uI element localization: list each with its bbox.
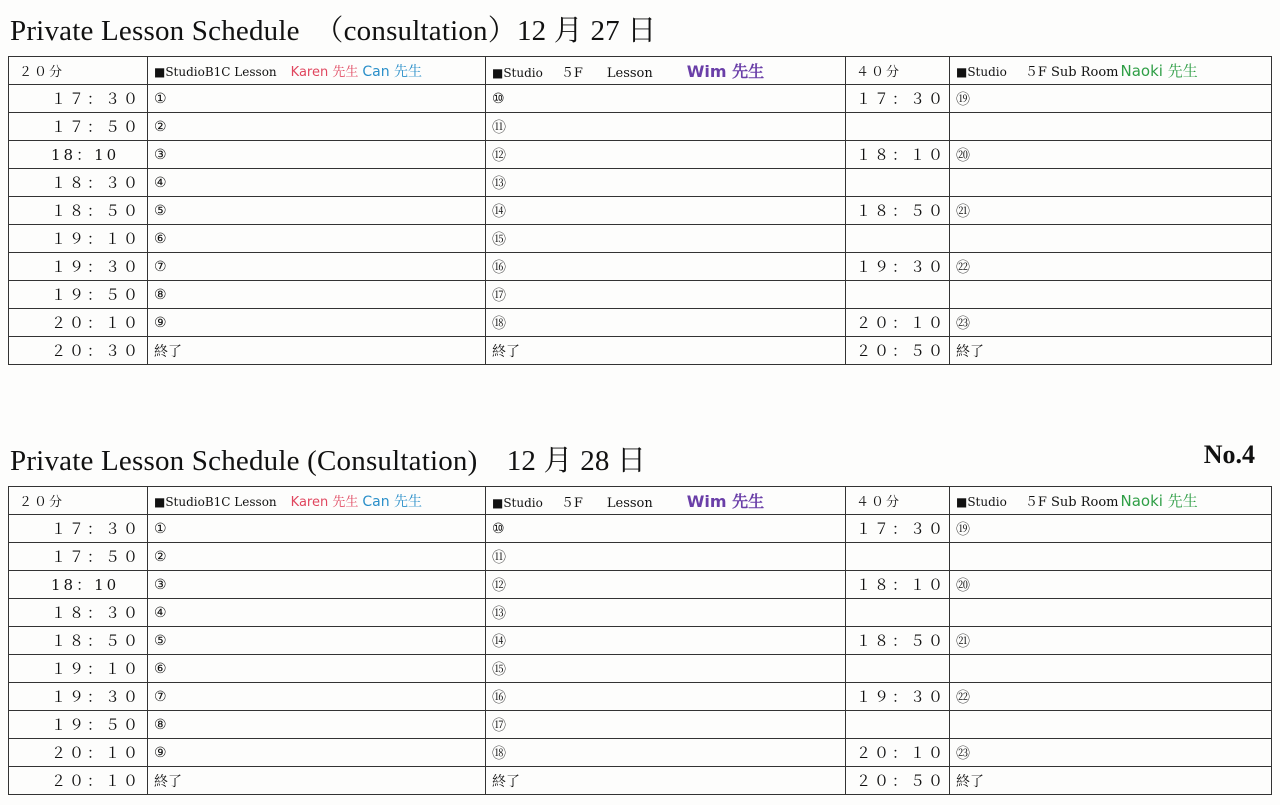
schedule-table <box>8 486 1272 795</box>
slot-b1c: ② <box>148 543 486 571</box>
slot-b1c: 終了 <box>148 767 486 795</box>
table-header-row <box>9 57 1272 85</box>
slot-sub-room <box>950 225 1272 253</box>
slot-5f: ⑪ <box>486 543 846 571</box>
slot-5f: ⑬ <box>486 599 846 627</box>
time-cell: １９：１０ <box>9 225 148 253</box>
header-studio-5f <box>486 487 846 515</box>
room-label: ■Studio <box>492 496 543 510</box>
header-40min: ４０分 <box>846 57 950 85</box>
header-studio-5f <box>486 57 846 85</box>
time-cell: 18：10 <box>9 141 148 169</box>
slot-sub-room: ⑳ <box>950 141 1272 169</box>
table-header-row <box>9 487 1272 515</box>
time-cell: ２０：１０ <box>9 309 148 337</box>
slot-sub-room <box>950 281 1272 309</box>
slot-sub-room: ⑲ <box>950 515 1272 543</box>
time40-cell: １８：５０ <box>846 627 950 655</box>
time-cell: １８：３０ <box>9 599 148 627</box>
time40-cell: １８：１０ <box>846 571 950 599</box>
table-row <box>9 169 1272 197</box>
slot-5f: ⑯ <box>486 683 846 711</box>
table-row <box>9 711 1272 739</box>
slot-5f: ⑬ <box>486 169 846 197</box>
slot-sub-room: ㉑ <box>950 197 1272 225</box>
time-cell: ２０：３０ <box>9 337 148 365</box>
table-row <box>9 571 1272 599</box>
header-sub-room <box>950 57 1272 85</box>
slot-5f: ⑰ <box>486 711 846 739</box>
time40-cell: ２０：１０ <box>846 739 950 767</box>
schedule-header-2 <box>8 430 1271 486</box>
room-floor: ５F <box>560 66 583 81</box>
slot-sub-room <box>950 169 1272 197</box>
table-row <box>9 225 1272 253</box>
table-row <box>9 515 1272 543</box>
time-cell: １７：５０ <box>9 543 148 571</box>
teacher-naoki: Naoki 先生 <box>1120 492 1198 510</box>
room-label: ■StudioB1C Lesson <box>154 494 277 509</box>
slot-b1c: ③ <box>148 141 486 169</box>
slot-b1c: ⑧ <box>148 281 486 309</box>
slot-5f: ⑫ <box>486 141 846 169</box>
time-cell: １９：５０ <box>9 711 148 739</box>
slot-b1c: ⑧ <box>148 711 486 739</box>
time-cell: １９：３０ <box>9 253 148 281</box>
slot-sub-room: ㉒ <box>950 253 1272 281</box>
teacher-can: Can 先生 <box>362 493 423 510</box>
slot-5f: ⑱ <box>486 309 846 337</box>
time-cell: １７：５０ <box>9 113 148 141</box>
slot-sub-room: 終了 <box>950 767 1272 795</box>
time-cell: １８：５０ <box>9 627 148 655</box>
schedule-section-2 <box>8 430 1271 795</box>
slot-b1c: 終了 <box>148 337 486 365</box>
time-cell: １７：３０ <box>9 85 148 113</box>
table-row <box>9 337 1272 365</box>
slot-sub-room <box>950 113 1272 141</box>
slot-b1c: ⑤ <box>148 627 486 655</box>
schedule-title: Private Lesson Schedule （consultation）12 月 27 日 <box>10 15 657 47</box>
slot-sub-room: 終了 <box>950 337 1272 365</box>
time40-cell <box>846 599 950 627</box>
time40-cell: １７：３０ <box>846 515 950 543</box>
teacher-karen: Karen 先生 <box>290 64 359 80</box>
header-20min: ２０分 <box>9 57 148 85</box>
room-type: Lesson <box>606 496 653 511</box>
slot-b1c: ⑦ <box>148 253 486 281</box>
slot-sub-room <box>950 543 1272 571</box>
time40-cell <box>846 281 950 309</box>
slot-sub-room: ㉓ <box>950 739 1272 767</box>
time-cell: ２０：１０ <box>9 739 148 767</box>
slot-b1c: ① <box>148 515 486 543</box>
slot-sub-room: ㉒ <box>950 683 1272 711</box>
room-label: ■Studio <box>492 66 543 80</box>
time-cell: １８：３０ <box>9 169 148 197</box>
room-name: ５F Sub Room <box>1024 495 1119 510</box>
room-label: ■Studio <box>956 495 1007 509</box>
slot-b1c: ⑥ <box>148 655 486 683</box>
table-row <box>9 655 1272 683</box>
slot-sub-room: ㉓ <box>950 309 1272 337</box>
slot-5f: ⑯ <box>486 253 846 281</box>
table-row <box>9 683 1272 711</box>
slot-5f: ⑭ <box>486 627 846 655</box>
table-row <box>9 627 1272 655</box>
header-sub-room <box>950 487 1272 515</box>
time-cell: １７：３０ <box>9 515 148 543</box>
slot-b1c: ⑤ <box>148 197 486 225</box>
table-row <box>9 85 1272 113</box>
slot-5f: ⑮ <box>486 655 846 683</box>
slot-5f: 終了 <box>486 767 846 795</box>
time40-cell <box>846 225 950 253</box>
schedule-table <box>8 56 1272 365</box>
time-cell: ２０：１０ <box>9 767 148 795</box>
slot-sub-room <box>950 711 1272 739</box>
time-cell: １９：１０ <box>9 655 148 683</box>
slot-5f: ⑭ <box>486 197 846 225</box>
slot-5f: ⑩ <box>486 515 846 543</box>
slot-b1c: ② <box>148 113 486 141</box>
slot-sub-room: ⑳ <box>950 571 1272 599</box>
table-row <box>9 141 1272 169</box>
slot-b1c: ③ <box>148 571 486 599</box>
time40-cell <box>846 711 950 739</box>
table-row <box>9 599 1272 627</box>
teacher-naoki: Naoki 先生 <box>1120 62 1198 80</box>
slot-5f: ⑩ <box>486 85 846 113</box>
slot-5f: ⑪ <box>486 113 846 141</box>
time40-cell: ２０：１０ <box>846 309 950 337</box>
header-studio-b1c <box>148 57 486 85</box>
schedule-section-1 <box>8 0 1271 365</box>
table-row <box>9 281 1272 309</box>
slot-5f: 終了 <box>486 337 846 365</box>
room-floor: ５F <box>560 496 583 511</box>
time-cell: 18：10 <box>9 571 148 599</box>
slot-b1c: ⑨ <box>148 739 486 767</box>
room-label: ■Studio <box>956 65 1007 79</box>
slot-b1c: ④ <box>148 169 486 197</box>
time40-cell: ２０：５０ <box>846 767 950 795</box>
slot-b1c: ⑥ <box>148 225 486 253</box>
table-row <box>9 113 1272 141</box>
document-number: No.4 <box>1203 440 1255 469</box>
time40-cell: ２０：５０ <box>846 337 950 365</box>
time-cell: １９：５０ <box>9 281 148 309</box>
table-row <box>9 739 1272 767</box>
room-label: ■StudioB1C Lesson <box>154 64 277 79</box>
table-row <box>9 767 1272 795</box>
teacher-karen: Karen 先生 <box>290 494 359 510</box>
time-cell: １８：５０ <box>9 197 148 225</box>
teacher-wim: Wim 先生 <box>686 492 765 511</box>
time40-cell <box>846 113 950 141</box>
slot-5f: ⑱ <box>486 739 846 767</box>
table-row <box>9 253 1272 281</box>
header-40min: ４０分 <box>846 487 950 515</box>
time40-cell <box>846 655 950 683</box>
table-row <box>9 309 1272 337</box>
time40-cell: １８：５０ <box>846 197 950 225</box>
table-row <box>9 543 1272 571</box>
time40-cell: １８：１０ <box>846 141 950 169</box>
schedule-title: Private Lesson Schedule (Consultation) 12 月 28 日 <box>10 445 647 477</box>
time40-cell: １９：３０ <box>846 253 950 281</box>
room-type: Lesson <box>606 66 653 81</box>
room-name: ５F Sub Room <box>1024 65 1119 80</box>
teacher-wim: Wim 先生 <box>686 62 765 81</box>
time40-cell: １７：３０ <box>846 85 950 113</box>
time40-cell <box>846 543 950 571</box>
slot-5f: ⑰ <box>486 281 846 309</box>
slot-sub-room: ⑲ <box>950 85 1272 113</box>
slot-sub-room <box>950 655 1272 683</box>
table-row <box>9 197 1272 225</box>
time-cell: １９：３０ <box>9 683 148 711</box>
header-studio-b1c <box>148 487 486 515</box>
slot-b1c: ④ <box>148 599 486 627</box>
slot-b1c: ⑨ <box>148 309 486 337</box>
slot-5f: ⑫ <box>486 571 846 599</box>
time40-cell: １９：３０ <box>846 683 950 711</box>
slot-5f: ⑮ <box>486 225 846 253</box>
time40-cell <box>846 169 950 197</box>
teacher-can: Can 先生 <box>362 63 423 80</box>
slot-b1c: ⑦ <box>148 683 486 711</box>
header-20min: ２０分 <box>9 487 148 515</box>
slot-sub-room: ㉑ <box>950 627 1272 655</box>
slot-b1c: ① <box>148 85 486 113</box>
slot-sub-room <box>950 599 1272 627</box>
schedule-header-1 <box>8 0 1271 56</box>
